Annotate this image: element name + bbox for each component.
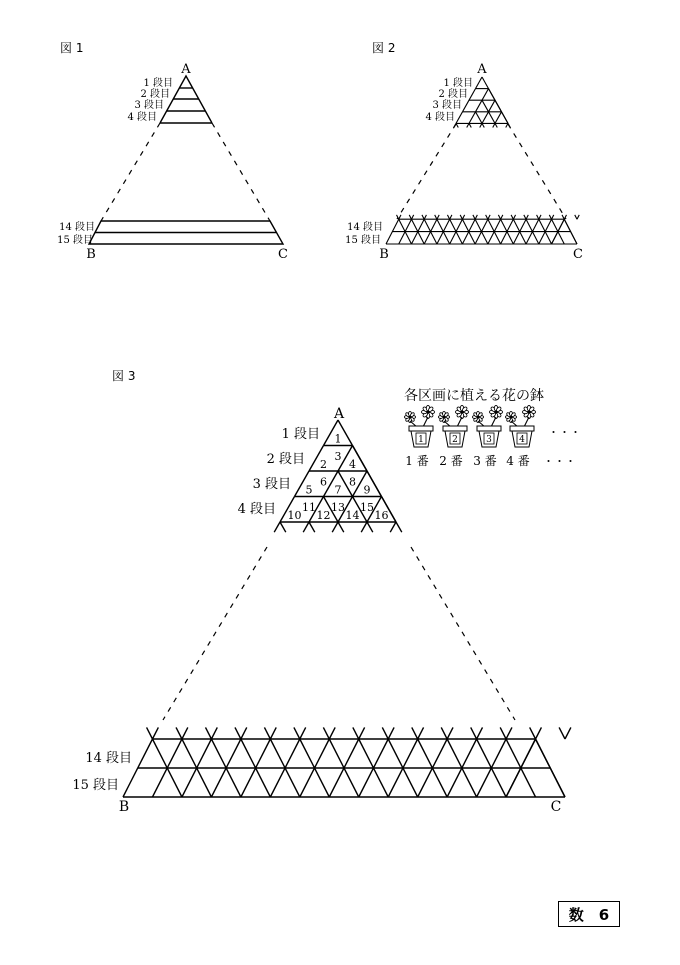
figure-2-row-2-label: 2 段目 <box>438 89 468 100</box>
figure-2-row-15-label: 15 段目 <box>345 235 381 246</box>
grid-stub <box>206 727 212 739</box>
cell-number: 11 <box>302 501 316 515</box>
grid-stub <box>294 727 300 739</box>
cell-number: 10 <box>287 508 302 522</box>
grid-stub <box>418 727 424 739</box>
grid-stub <box>488 215 490 219</box>
cell-number: 13 <box>331 501 345 515</box>
grid-stub <box>506 727 512 739</box>
cell-number: 15 <box>360 501 374 515</box>
grid-stub <box>390 522 396 532</box>
grid-stub <box>274 522 280 532</box>
grid-stub <box>450 215 452 219</box>
figure-1-vertex-b: B <box>86 247 96 262</box>
triangle-side-line <box>463 100 470 112</box>
grid-stub <box>477 727 483 739</box>
cell-number: 7 <box>334 483 342 497</box>
grid-stub <box>280 522 286 532</box>
grid-stub <box>462 215 464 219</box>
figure-1-row-3-label: 3 段目 <box>134 100 164 111</box>
figure-3-vertex-a: A <box>333 406 345 422</box>
grid-stub <box>498 215 500 219</box>
pot-labels-ellipsis: ・・・ <box>543 455 576 468</box>
figure-1-vertex-a: A <box>181 62 191 77</box>
grid-stub <box>147 727 153 739</box>
cell-number: 8 <box>349 475 356 489</box>
grid-stub <box>565 727 571 739</box>
grid-stub <box>329 727 335 739</box>
grid-stub <box>460 215 462 219</box>
flower-icon <box>404 411 415 422</box>
figure-1 <box>57 41 288 262</box>
figure-2-row-4-label: 4 段目 <box>425 112 455 123</box>
figure-2-title: 図 2 <box>372 41 396 55</box>
grid-stub <box>235 727 241 739</box>
grid-stub <box>524 215 526 219</box>
figure-1-row-1-label: 1 段目 <box>143 78 173 89</box>
figure-3-row-4-label: 4 段目 <box>237 502 276 517</box>
figure-1-row-14-label: 14 段目 <box>59 222 95 233</box>
cell-number: 2 <box>320 457 327 471</box>
grid-stub <box>309 522 315 532</box>
grid-stub <box>486 215 488 219</box>
figure-1-row-4-label: 4 段目 <box>127 112 157 123</box>
cell-number: 14 <box>345 508 360 522</box>
grid-stub <box>303 522 309 532</box>
flower-icon <box>421 405 434 418</box>
grid-stub <box>399 215 401 219</box>
grid-stub <box>412 727 418 739</box>
figure-1-row-15-label: 15 段目 <box>57 235 93 246</box>
grid-stub <box>480 123 482 127</box>
cell-number: 4 <box>349 457 356 471</box>
grid-stub <box>495 123 497 127</box>
grid-stub <box>367 522 373 532</box>
figure-3-bottom-grid <box>123 727 571 797</box>
grid-stub <box>513 215 515 219</box>
grid-stub <box>382 727 388 739</box>
grid-stub <box>323 727 329 739</box>
grid-diagonal <box>476 112 483 124</box>
figure-1-right-dashed <box>212 123 270 221</box>
grid-stub <box>536 727 542 739</box>
figure-1-title: 図 1 <box>60 41 84 55</box>
figure-2-left-dashed <box>397 124 456 219</box>
grid-stub <box>359 727 365 739</box>
figure-3-left-dashed <box>163 547 267 720</box>
grid-stub <box>424 215 426 219</box>
pot-number: 3 <box>486 435 492 445</box>
grid-stub <box>549 215 551 219</box>
figure-2-vertex-b: B <box>379 247 389 262</box>
grid-diagonal <box>482 89 489 101</box>
figure-3-vertex-c: C <box>550 799 562 815</box>
grid-stub <box>447 727 453 739</box>
flower-icon <box>489 405 502 418</box>
grid-stub <box>241 727 247 739</box>
grid-stub <box>422 215 424 219</box>
pot-number: 2 <box>452 435 458 445</box>
figure-2-row-14-label: 14 段目 <box>347 222 383 233</box>
figure-3-row-14-label: 14 段目 <box>85 751 132 766</box>
grid-stub <box>575 215 577 219</box>
flower-pots-caption: 各区画に植える花の鉢 <box>404 388 544 404</box>
grid-diagonal <box>489 100 496 112</box>
figure-2-row-3-label: 3 段目 <box>432 100 462 111</box>
flower-pot <box>472 405 502 468</box>
cell-number: 12 <box>316 508 331 522</box>
grid-stub <box>493 123 495 127</box>
grid-stub <box>475 215 477 219</box>
figure-1-left-dashed <box>101 123 160 221</box>
grid-stub <box>539 215 541 219</box>
grid-stub <box>530 727 536 739</box>
pot-number: 1 <box>418 435 424 445</box>
grid-stub <box>435 215 437 219</box>
cell-number: 6 <box>320 475 327 489</box>
figure-2-row-1-label: 1 段目 <box>443 78 473 89</box>
grid-diagonal <box>502 112 509 124</box>
cell-number: 9 <box>363 483 371 497</box>
flower-icon <box>522 405 535 418</box>
figure-3-title: 図 3 <box>112 369 136 383</box>
grid-diagonal <box>495 100 502 112</box>
figure-3-row-3-label: 3 段目 <box>252 477 291 492</box>
grid-stub <box>471 727 477 739</box>
grid-stub <box>482 123 484 127</box>
grid-diagonal <box>482 112 489 124</box>
grid-diagonal <box>489 112 496 124</box>
flower-icon <box>472 411 483 422</box>
grid-stub <box>473 215 475 219</box>
grid-stub <box>467 123 469 127</box>
figure-2-right-dashed <box>508 124 566 219</box>
pot-order-label: 1 番 <box>405 454 429 468</box>
grid-stub <box>552 215 554 219</box>
grid-stub <box>577 215 579 219</box>
grid-stub <box>469 123 471 127</box>
figure-3-row-2-label: 2 段目 <box>266 452 305 467</box>
grid-stub <box>501 215 503 219</box>
grid-stub <box>447 215 449 219</box>
grid-stub <box>411 215 413 219</box>
grid-diagonal <box>495 112 502 124</box>
grid-stub <box>211 727 217 739</box>
flower-pot <box>505 405 535 468</box>
grid-stub <box>562 215 564 219</box>
figure-2 <box>345 41 583 262</box>
flower-icon <box>505 411 516 422</box>
grid-stub <box>332 522 338 532</box>
grid-stub <box>526 215 528 219</box>
grid-stub <box>176 727 182 739</box>
grid-stub <box>437 215 439 219</box>
triangle-side-line <box>469 89 476 101</box>
figure-1-vertex-c: C <box>278 247 288 262</box>
grid-stub <box>353 727 359 739</box>
grid-stub <box>270 727 276 739</box>
triangle-side-line <box>456 112 463 124</box>
grid-stub <box>441 727 447 739</box>
cell-number: 16 <box>374 508 389 522</box>
triangle-side-line <box>476 77 483 89</box>
grid-diagonal <box>476 100 483 112</box>
figure-3-row-15-label: 15 段目 <box>72 778 119 793</box>
grid-stub <box>361 522 367 532</box>
flower-icon <box>455 405 468 418</box>
pots-ellipsis: ・・・ <box>548 426 581 439</box>
grid-diagonal <box>489 89 496 101</box>
figure-2-bottom-grid <box>386 215 579 244</box>
cell-number: 3 <box>334 450 342 464</box>
grid-stub <box>152 727 158 739</box>
grid-stub <box>537 215 539 219</box>
cell-number: 1 <box>334 432 342 446</box>
grid-stub <box>300 727 306 739</box>
flower-pots <box>404 405 535 468</box>
figure-2-vertex-c: C <box>573 247 583 262</box>
grid-stub <box>388 727 394 739</box>
grid-stub <box>182 727 188 739</box>
figure-1-row-2-label: 2 段目 <box>140 89 170 100</box>
grid-stub <box>500 727 506 739</box>
grid-stub <box>559 727 565 739</box>
grid-stub <box>338 522 344 532</box>
figure-3-row-1-label: 1 段目 <box>281 427 320 442</box>
grid-stub <box>506 123 508 127</box>
triangle-side-line <box>482 77 489 89</box>
grid-stub <box>264 727 270 739</box>
pot-order-label: 4 番 <box>506 454 530 468</box>
grid-stub <box>456 123 458 127</box>
flower-icon <box>438 411 449 422</box>
flower-pot <box>438 405 468 468</box>
grid-stub <box>511 215 513 219</box>
flower-pots-legend <box>404 387 581 468</box>
grid-diagonal <box>482 100 489 112</box>
flower-pot <box>404 405 434 468</box>
pot-order-label: 2 番 <box>439 454 463 468</box>
grid-stub <box>396 522 402 532</box>
pot-order-label: 3 番 <box>473 454 497 468</box>
cell-number: 5 <box>305 483 313 497</box>
grid-diagonal <box>469 112 476 124</box>
figure-3-right-dashed <box>411 547 515 720</box>
grid-stub <box>409 215 411 219</box>
pot-number: 4 <box>519 435 525 445</box>
page-number-box: 数 6 <box>558 901 620 927</box>
figure-3-vertex-b: B <box>118 799 130 815</box>
figure-2-vertex-a: A <box>477 62 487 77</box>
